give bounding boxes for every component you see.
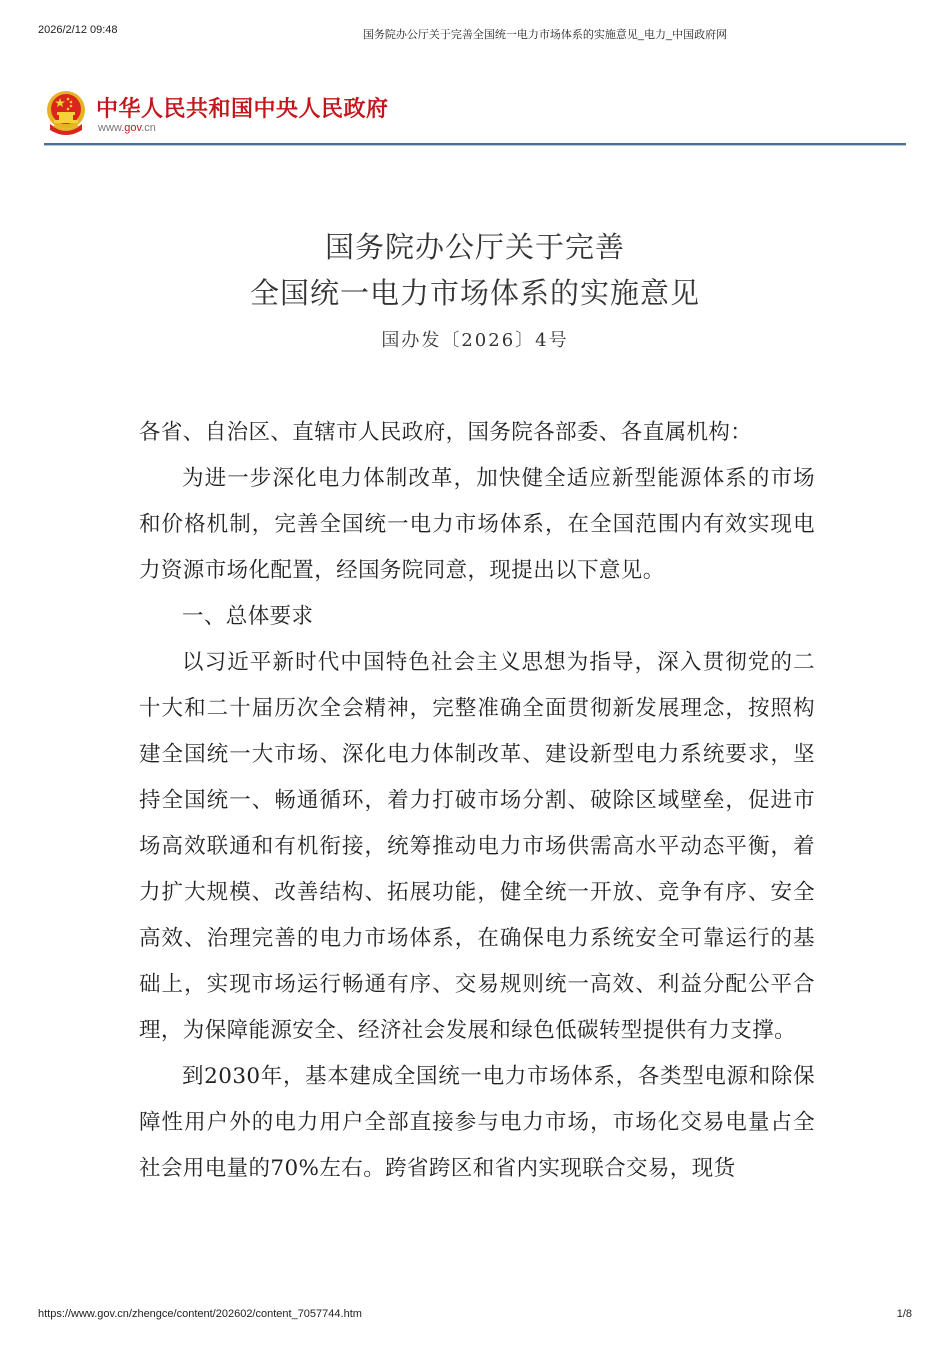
site-name[interactable]: 中华人民共和国中央人民政府 bbox=[96, 97, 389, 122]
print-page-title: 国务院办公厅关于完善全国统一电力市场体系的实施意见_电力_中国政府网 bbox=[362, 29, 728, 41]
site-url[interactable]: www.gov.cn bbox=[98, 122, 156, 134]
page-number: 1/8 bbox=[896, 1308, 912, 1320]
document-title-line2: 全国统一电力市场体系的实施意见 bbox=[249, 276, 700, 310]
document-body bbox=[139, 410, 815, 1192]
paragraph: 以习近平新时代中国特色社会主义思想为指导，深入贯彻党的二十大和二十届历次全会精神，完整准确全面贯彻新发展理念，按照构建全国统一大市场、深化电力体制改革、建设新型电力系统要求，坚持全国统一、畅通循环，着力打破市场分割、破除区域壁垒，促进市场高效联通和有机衔接，统筹推动电力市场供需高水平动态平衡，着力扩大规模、改善结构、拓展功能，健全统一开放、竞争有序、安全高效、治理完善的电力市场体系，在确保电力系统安全可靠运行的基础上，实现市场运行畅通有序、交易规则统一高效、利益分配公平合理，为保障能源安全、经济社会发展和绿色低碳转型提供有力支撑。 bbox=[139, 650, 815, 1043]
print-page-url: https://www.gov.cn/zhengce/content/202602/content_7057744.htm bbox=[38, 1308, 362, 1320]
document-title-line1: 国务院办公厅关于完善 bbox=[324, 230, 625, 264]
site-masthead bbox=[44, 88, 906, 146]
national-emblem-icon bbox=[44, 90, 88, 138]
paragraph: 为进一步深化电力体制改革，加快健全适应新型能源体系的市场和价格机制，完善全国统一电力市场体系，在全国范围内有效实现电力资源市场化配置，经国务院同意，现提出以下意见。 bbox=[139, 466, 815, 583]
salutation: 各省、自治区、直辖市人民政府，国务院各部委、各直属机构： bbox=[139, 420, 753, 445]
print-header bbox=[0, 24, 950, 40]
document-number: 国办发〔2026〕4号 bbox=[381, 330, 569, 351]
section-heading: 一、总体要求 bbox=[182, 604, 314, 629]
paragraph: 到2030年，基本建成全国统一电力市场体系，各类型电源和除保障性用户外的电力用户全部直接参与电力市场，市场化交易电量占全社会用电量的70%左右。跨省跨区和省内实现联合交易，现货 bbox=[139, 1064, 815, 1181]
masthead-divider bbox=[44, 143, 906, 146]
print-datetime: 2026/2/12 09:48 bbox=[38, 24, 118, 36]
